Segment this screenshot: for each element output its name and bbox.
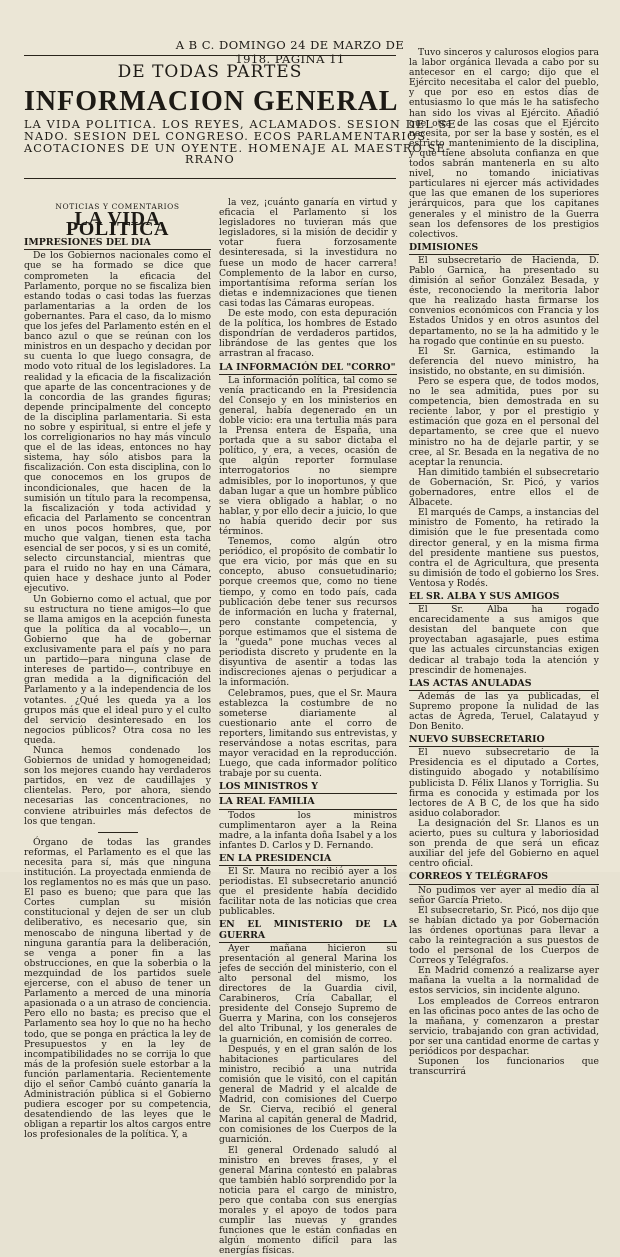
deck-line: LA VIDA POLITICA. LOS REYES, ACLAMADOS. SESION DEL SE-: [24, 118, 463, 131]
paragraph: Pero se espera que, de todos modos, no le sea admitida, pues por su competencia, bien demostrada en su reciente labor, y por el prestigio y estimación que goza en el personal del departamento, se cree que el nuevo ministro no ha de dejarle partir, y se cree, al Sr. Besada en la negativa de no aceptar la renuncia.: [409, 376, 599, 468]
paragraph: Además de las ya publicadas, el Supremo propone la nulidad de las actas de Agreda, Teruel, Calatayud y Don Benito.: [409, 690, 599, 733]
subhead: LAS ACTAS ANULADAS: [409, 679, 599, 691]
deck-line: ACOTACIONES DE UN OYENTE. HOMENAJE AL MAESTRO SE-: [24, 141, 452, 155]
top-rule: [24, 55, 396, 56]
paragraph: El Sr. Maura no recibió ayer a los periodistas. El subsecretario anunció que el presidente había decidido facilitar nota de las noticias que crea publicables.: [219, 866, 397, 918]
paragraph: La información política, tal como se venía practicando en la Presidencia del Consejo y en los ministerios en general, había degenerado en un doble vicio: era una tertulia más para la Prensa entera de España, una portada que a su sabor dictaba el político, y era, a veces, ocasión de que algún reporter formulase interrogatorios no siempre admisibles, por lo inoportunos, y que daban lugar a que un hombre público se viera obligado a hablar, o no hablar, y por ello decir a juicio, lo que no había querido decir por sus términos.: [219, 374, 397, 537]
paragraph: Los empleados de Correos entraron en las oficinas poco antes de las ocho de la mañana, y comenzaron a prestar servicio, trabajando con gran actividad, por ser una cantidad enorme de cartas y periódicos por despachar.: [409, 995, 599, 1057]
paragraph: El subsecretario, Sr. Picó, nos dijo que se habían dictado ya por Gobernación las órdenes oportunas para llevar a cabo la reintegración a sus puestos de todo el personal de los Cuerpos de Correos y Telégrafos.: [409, 904, 599, 967]
paragraph: Nunca hemos condenado los Gobiernos de unidad y homogeneidad; son los mejores cuando hay verdaderos partidos, en vez de caudillajes y clientelas. Pero, por ahora, siendo necesarias las concentraciones, no conviene atribuirles más defectos de los que tengan.: [24, 744, 211, 827]
column-1: [24, 198, 211, 1141]
paragraph: El subsecretario de Hacienda, D. Pablo Garnica, ha presentado su dimisión al señor González Besada, y éste, reconociendo la meritoria labor que ha realizado hasta firmarse los convenios económicos con Francia y los Estados Unidos y en otros asuntos del departamento, no se la ha admitido y le ha rogado que continúe en su puesto.: [409, 254, 599, 347]
deck-line: NADO. SESION DEL CONGRESO. ECOS PARLAMENTARIOS.: [24, 129, 431, 143]
paragraph: De los Gobiernos nacionales como el que se ha formado se dice que comprometen la eficacia del Parlamento, porque no se fiscaliza bien estando todas o casi todas las fuerzas parlamentarias a la orden de los gobernantes. Para el caso, da lo mismo que los jefes del Parlamento estén en el banco azul o que se reúnan con los ministros en un despacho y decidan por su cuenta lo que luego consagra, de modo voto ritual de los legisladores. La realidad y la eficacia de la fiscalización que aparte de las concentraciones y de la concordia de las grandes figuras; depende principalmente del concepto de la disciplina parlamentaria. Si esta no sobre y espiritual, si entre el jefe y los correligionarios no hay más vínculo que el de las ideas, entonces no hay sistema, hay sólo atisbos para la fiscalización. Con esta disciplina, con lo que conocemos en los grupos de incondicionales, que hacen de la sumisión un título para la recompensa, la fiscalización y toda actividad y eficacia del Parlamento se concentran en unos pocos hombres, que, por mucho que valgan, tienen esta tacha esencial de ser pocos, y si es un comité, selecto circunstancial, mientras que para el ruido no hay en una Cámara, quien hace y deshace junto al Poder ejecutivo.: [24, 250, 211, 595]
deck-line: RRANO: [185, 153, 235, 167]
paragraph: Han dimitido también el subsecretario de Gobernación, Sr. Picó, y varios gobernadores, entre ellos el de Albacete.: [409, 466, 599, 509]
paragraph: la vez, ¡cuánto ganaría en virtud y eficacia el Parlamento si los legisladores no tuvieran más que legisladores, si la misión de decidir y votar fuera forzosamente desinteresada, si la investidura no fuese un modo de hacer carrera! Complemento de la labor en curso, importantísima reforma serían los dietas e indemnizaciones que tienen casi todas las Cámaras europeas.: [219, 197, 397, 309]
subhead: EL SR. ALBA Y SUS AMIGOS: [409, 592, 599, 604]
paragraph: No pudimos ver ayer al medio día al señor García Prieto.: [409, 884, 599, 906]
paragraph: De este modo, con esta depuración de la política, los hombres de Estado dispondrían de verdaderos partidos, librándose de las gentes que los arrastran al fracaso.: [219, 308, 397, 360]
paragraph: El Sr. Garnica, estimando la deferencia del nuevo ministro, ha insistido, no obstante, en su dimisión.: [409, 345, 599, 377]
paragraph: La designación del Sr. Llanos es un acierto, pues su cultura y laboriosidad son prenda de que será un eficaz auxiliar del jefe del Gobierno en aquel centro oficial.: [409, 817, 599, 870]
subhead: NUEVO SUBSECRETARIO: [409, 735, 599, 747]
section-label: NOTICIAS Y COMENTARIOS: [55, 202, 180, 211]
subhead: EN LA PRESIDENCIA: [219, 854, 397, 866]
subhead: LOS MINISTROS Y: [219, 782, 397, 794]
column-3: [409, 47, 599, 1078]
paragraph: Tenemos, como algún otro periódico, el propósito de combatir lo que era vicio, por más que en su concepto, abuso consuetudinario; porque creemos que, como no tiene tiempo, y como en todo país, cada publicación debe tener sus recursos de información en lucha y fraternal, pero constante competencia, y porque estimamos que el sistema de la "gueda" pone muchas veces al periodista discreto y prudente en la disyuntiva de asentir a todas las indiscreciones ajenas o perjudicar a la información.: [219, 536, 397, 689]
running-head: A B C. DOMINGO 24 DE MARZO DE 1918. PAGINA 11: [175, 38, 405, 66]
section-title: LA VIDA POLITICA: [66, 208, 169, 241]
header-bottom-rule: [24, 178, 396, 179]
paragraph: Tuvo sinceros y calurosos elogios para la labor orgánica llevada a cabo por su antecesor en el cargo; dijo que el Ejército necesitaba el calor del pueblo, y que por eso en estos días de entusiasmo lo que más le ha satisfecho han sido los vivas al Ejército. Añadió que otra de las cosas que el Ejército necesita, por ser la base y sostén, es el estricto mantenimiento de la disciplina, y que tiene absoluta confianza en que todos sabrán mantenerla en su alto nivel, no tomando iniciativas particulares ni ejercer más actividades que las que emanen de los superiores jerárquicos, para que los capitanes generales y el ministro de la Guerra sean los defensores de los prestigios colectivos.: [409, 47, 599, 240]
column-2: [219, 197, 397, 1257]
paragraph: El nuevo subsecretario de la Presidencia es el diputado a Cortes, distinguido abogado y notabilísimo publicista D. Félix Llanos y Torriglia. Su firma es conocida y estimada por los lectores de A B C, de los que ha sido asiduo colaborador.: [409, 747, 599, 819]
paragraph: Todos los ministros cumplimentaron ayer a la Reina madre, a la infanta doña Isabel y a los infantes D. Carlos y D. Fernando.: [219, 809, 397, 851]
paragraph: Ayer mañana hicieron su presentación al general Marina los jefes de sección del ministerio, con el alto personal del mismo, los directores de la Guardia civil, Carabineros, Cría Caballar, el presidente del Consejo Supremo de Guerra y Marina, con los consejeros del alto Tribunal, y los generales de la guarnición, en comisión de correo.: [219, 942, 397, 1045]
paragraph: Suponen los funcionarios que transcurrirá: [409, 1056, 599, 1078]
subhead: CORREOS Y TELÉGRAFOS: [409, 872, 599, 884]
paragraph: Un Gobierno como el actual, que por su estructura no tiene amigos—lo que se llama amigos en la acepción funesta que la política da al vocablo—, un Gobierno que ha de gobernar exclusivamente para el país y no para un partido—para ninguna clase de intereses de partido—, contribuye en gran medida a la dignificación del Parlamento y a la independencia de los votantes. ¿Qué les queda ya a los grupos más que el ideal puro y el culto del servicio desinteresado en los negocios públicos? Otra cosa no les queda.: [24, 593, 211, 746]
subhead: LA REAL FAMILIA: [219, 797, 397, 809]
paragraph: Órgano de todas las grandes reformas, el Parlamento es el que las necesita para sí, más que ninguna institución. La proyectada enmienda de los reglamentos no es más que un paso. El paso es bueno; que para que las Cortes cumplan su misión constitucional y dejen de ser un club deliberativo, es necesario que, sin menoscabo de ninguna libertad y de ninguna garantía para la deliberación, se venga a poner fin a las obstrucciones, en que la soberbia o la mezquindad de los partidos suele ejercerse, con el abuso de tener un Parlamento a merced de una minoría apasionada o a un atraso de conciencia. Pero ello no basta; es preciso que el Parlamento sea hoy lo que no ha hecho todo, que se ponga en práctica la ley de Presupuestos y en la ley de incompatibilidades no se corrija lo que más de la profesión suele estorbar a la función parlamentaria. Recientemente dijo el señor Cambó cuánto ganaría la Administración pública si el Gobierno pudiera escoger por su competencia, desatendiendo de las leyes que le obligan a repartir los altos cargos entre los profesionales de la política. Y, a: [24, 836, 211, 1141]
kicker: DE TODAS PARTES: [117, 62, 303, 82]
subhead: EN EL MINISTERIO DE LA GUERRA: [219, 920, 397, 942]
paragraph: En Madrid comenzó a realizarse ayer mañana la vuelta a la normalidad de estos servicios, sin incidente alguno.: [409, 965, 599, 997]
paragraph: El marqués de Camps, a instancias del ministro de Fomento, ha retirado la dimisión que le fue presentada como director general, y en la misma firma del presidente mantiene sus puestos, contra el de Agricultura, que presenta su dimisión de todo el gobierno los Sres. Ventosa y Rodés.: [409, 507, 599, 589]
subhead: LA INFORMACIÓN DEL "CORRO": [219, 363, 397, 375]
paragraph: El Sr. Alba ha rogado encarecidamente a sus amigos que desistan del banquete con que proyectaban agasajarle, pues estima que las actuales circunstancias exigen dedicar al trabajo toda la atención y prescindir de homenajes.: [409, 604, 599, 676]
subhead: IMPRESIONES DEL DIA: [24, 238, 211, 250]
subhead: DIMISIONES: [409, 243, 599, 255]
deck: [24, 118, 463, 167]
divider: [98, 832, 138, 833]
paragraph: Celebramos, pues, que el Sr. Maura establezca la costumbre de no someterse diariamente al cuestionario ante el corro de reporters, limitando sus entrevistas, y reservándose a notas escritas, para mayor veracidad en la reproducción. Luego, que cada informador político trabaje por su cuenta.: [219, 687, 397, 780]
paragraph: El general Ordenado saludó al ministro en breves frases, y el general Marina contestó en palabras que también habló sorprendido por la noticia para el cargo de ministro, pero que contaba con sus energías morales y el apoyo de todos para cumplir las nuevas y grandes funciones que le están confiadas en algún momento difícil para las energías físicas.: [219, 1144, 397, 1257]
main-headline: INFORMACION GENERAL: [24, 86, 399, 117]
paragraph: Después, y en el gran salón de los habitaciones particulares del ministro, recibió a una nutrida comisión que le visitó, con el capitán general de Madrid y el alcalde de Madrid, con comisiones del Cuerpo de Sr. Cierva, recibió el general Marina al capitán general de Madrid, con comisiones de los Cuerpos de la guarnición.: [219, 1043, 397, 1146]
